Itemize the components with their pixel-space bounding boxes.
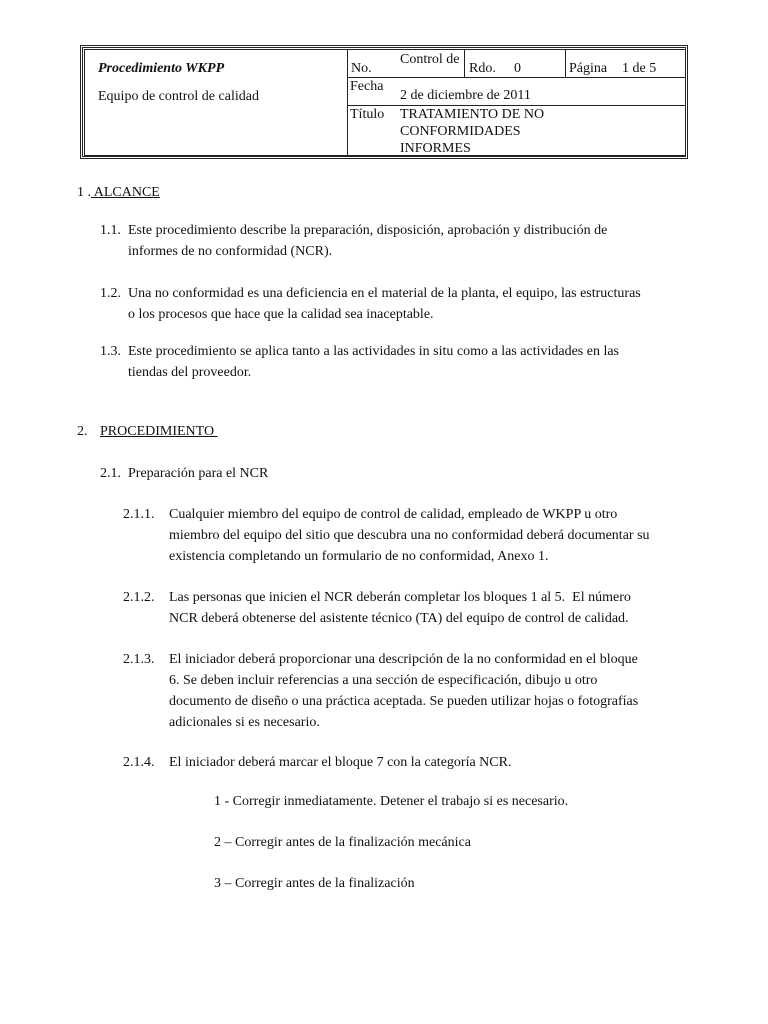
- header-divider: [347, 77, 686, 78]
- item-text: [169, 649, 638, 733]
- item-number: 2.1.3.: [123, 652, 155, 667]
- header-divider: [464, 49, 465, 77]
- text-line: El iniciador deberá marcar el bloque 7 con la categoría NCR.: [169, 755, 512, 770]
- procedure-title: Procedimiento WKPP: [98, 61, 225, 76]
- text-line: documento de diseño o una práctica aceptada. Se pueden utilizar hojas o fotografías: [169, 694, 639, 709]
- section-1-heading: [77, 182, 160, 203]
- control-label: Control de: [400, 52, 460, 67]
- title-line: CONFORMIDADES: [400, 124, 521, 139]
- item-number: 1.2.: [100, 286, 121, 301]
- text-line: Este procedimiento describe la preparación, disposición, aprobación y distribución de: [128, 223, 608, 238]
- section-number: 1 .: [77, 185, 91, 200]
- section-2-heading: [77, 421, 218, 442]
- subsection-number: 2.1.: [100, 466, 121, 481]
- rdo-value: 0: [514, 61, 521, 76]
- text-line: o los procesos que hace que la calidad sea inaceptable.: [128, 307, 434, 322]
- item-number: 1.3.: [100, 344, 121, 359]
- page-value: 1 de 5: [622, 61, 657, 76]
- title-label: Título: [350, 107, 385, 122]
- page-label: Página: [569, 61, 608, 76]
- item-number: 2.1.2.: [123, 590, 155, 605]
- item-text: [169, 504, 650, 567]
- text-line: Las personas que inicien el NCR deberán completar los bloques 1 al 5. El número: [169, 590, 631, 605]
- no-label: No.: [351, 61, 372, 76]
- text-line: NCR deberá obtenerse del asistente técnico (TA) del equipo de control de calidad.: [169, 611, 629, 626]
- text-line: 6. Se deben incluir referencias a una sección de especificación, dibujo u otro: [169, 673, 598, 688]
- item-text: [128, 341, 619, 383]
- document-title: [400, 106, 650, 154]
- item-text: [169, 587, 631, 629]
- text-line: Cualquier miembro del equipo de control de calidad, empleado de WKPP u otro: [169, 507, 618, 522]
- text-line: miembro del equipo del sitio que descubra una no conformidad deberá documentar su: [169, 528, 650, 543]
- team-name: Equipo de control de calidad: [98, 89, 259, 104]
- text-line: Una no conformidad es una deficiencia en el material de la planta, el equipo, las estructuras: [128, 286, 641, 301]
- text-line: El iniciador deberá proporcionar una descripción de la no conformidad en el bloque: [169, 652, 638, 667]
- header-divider: [347, 49, 348, 156]
- item-number: 1.1.: [100, 223, 121, 238]
- item-text: [128, 220, 607, 262]
- title-line: TRATAMIENTO DE NO: [400, 107, 545, 122]
- section-title: ALCANCE: [91, 185, 160, 200]
- section-number: 2.: [77, 424, 88, 439]
- item-number: 2.1.4.: [123, 755, 155, 770]
- item-text: [169, 752, 511, 773]
- title-line: INFORMES: [400, 141, 471, 156]
- subsection-title: Preparación para el NCR: [128, 466, 269, 481]
- text-line: tiendas del proveedor.: [128, 365, 252, 380]
- section-title: PROCEDIMIENTO: [100, 424, 218, 439]
- date-label: Fecha: [350, 79, 384, 94]
- ncr-category-3: 3 – Corregir antes de la finalización: [214, 876, 415, 891]
- text-line: Este procedimiento se aplica tanto a las actividades in situ como a las actividades en las: [128, 344, 620, 359]
- text-line: adicionales si es necesario.: [169, 715, 320, 730]
- text-line: existencia completando un formulario de no conformidad, Anexo 1.: [169, 549, 549, 564]
- ncr-category-1: 1 - Corregir inmediatamente. Detener el trabajo si es necesario.: [214, 794, 569, 809]
- item-text: [128, 283, 641, 325]
- item-number: 2.1.1.: [123, 507, 155, 522]
- subsection-heading: [100, 463, 269, 484]
- rdo-label: Rdo.: [469, 61, 496, 76]
- text-line: informes de no conformidad (NCR).: [128, 244, 333, 259]
- header-divider: [565, 49, 566, 77]
- date-value: 2 de diciembre de 2011: [400, 88, 531, 103]
- ncr-category-2: 2 – Corregir antes de la finalización mecánica: [214, 835, 471, 850]
